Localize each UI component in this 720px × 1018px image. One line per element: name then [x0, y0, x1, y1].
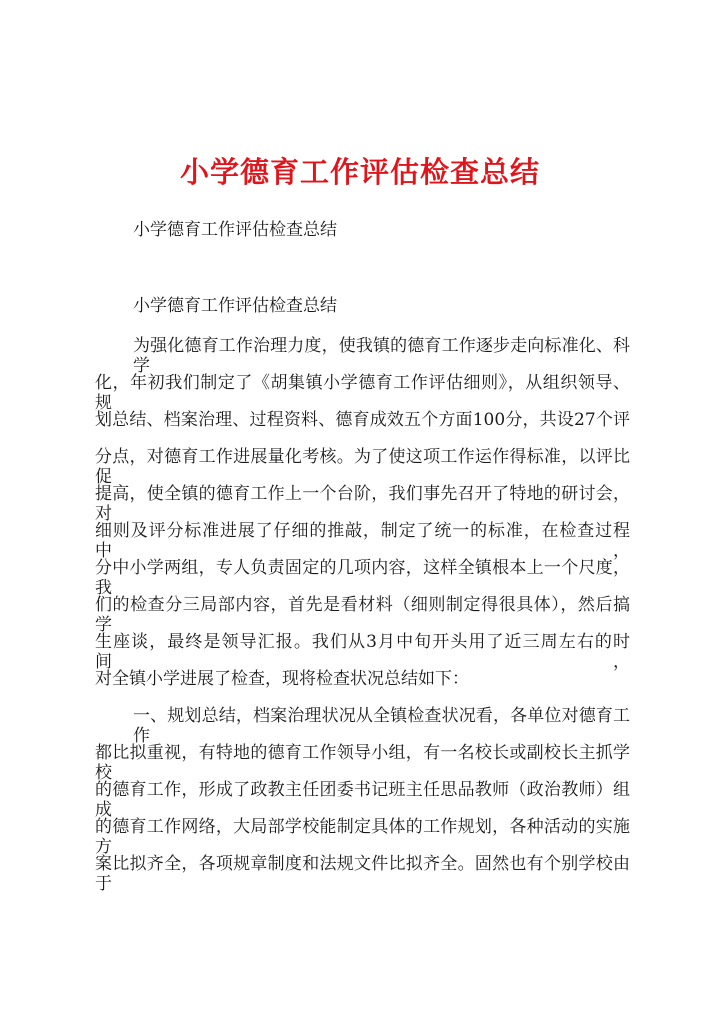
paragraph-line: 的德育工作网络，大局部学校能制定具体的工作规划，各种活动的实施方 — [95, 817, 630, 857]
paragraph-line: 分中小学两组，专人负责固定的几项内容，这样全镇根本上一个尺度，我 — [95, 558, 630, 598]
paragraph-line: 化，年初我们制定了《胡集镇小学德育工作评估细则》，从组织领导、规 — [95, 373, 630, 413]
paragraph-line: 生座谈，最终是领导汇报。我们从3月中旬开头用了近三周左右的时间， — [95, 632, 630, 672]
section-heading: 小学德育工作评估检查总结 — [133, 296, 337, 316]
paragraph-line: 一、规划总结，档案治理状况从全镇检查状况看，各单位对德育工作 — [133, 706, 630, 746]
paragraph-line: 们的检查分三局部内容，首先是看材料（细则制定得很具体），然后搞学 — [95, 595, 630, 635]
paragraph-line: 案比拟齐全，各项规章制度和法规文件比拟齐全。固然也有个别学校由于 — [95, 854, 630, 894]
paragraph-line: 为强化德育工作治理力度，使我镇的德育工作逐步走向标准化、科学 — [133, 336, 630, 376]
paragraph-line: 分点，对德育工作进展量化考核。为了使这项工作运作得标准，以评比促 — [95, 447, 630, 487]
paragraph-line: 对全镇小学进展了检查，现将检查状况总结如下： — [95, 669, 469, 689]
paragraph-line: 提高，使全镇的德育工作上一个台阶，我们事先召开了特地的研讨会，对 — [95, 484, 630, 524]
paragraph-line: 划总结、档案治理、过程资料、德育成效五个方面100分，共设27个评 — [95, 410, 630, 430]
document-title: 小学德育工作评估检查总结 — [179, 155, 540, 189]
paragraph-line: 的德育工作，形成了政教主任团委书记班主任思品教师（政治教师）组成 — [95, 780, 630, 820]
subtitle: 小学德育工作评估检查总结 — [133, 220, 337, 240]
paragraph-line: 细则及评分标准进展了仔细的推敲，制定了统一的标准，在检查过程中， — [95, 521, 630, 561]
paragraph-line: 都比拟重视，有特地的德育工作领导小组，有一名校长或副校长主抓学校 — [95, 743, 630, 783]
